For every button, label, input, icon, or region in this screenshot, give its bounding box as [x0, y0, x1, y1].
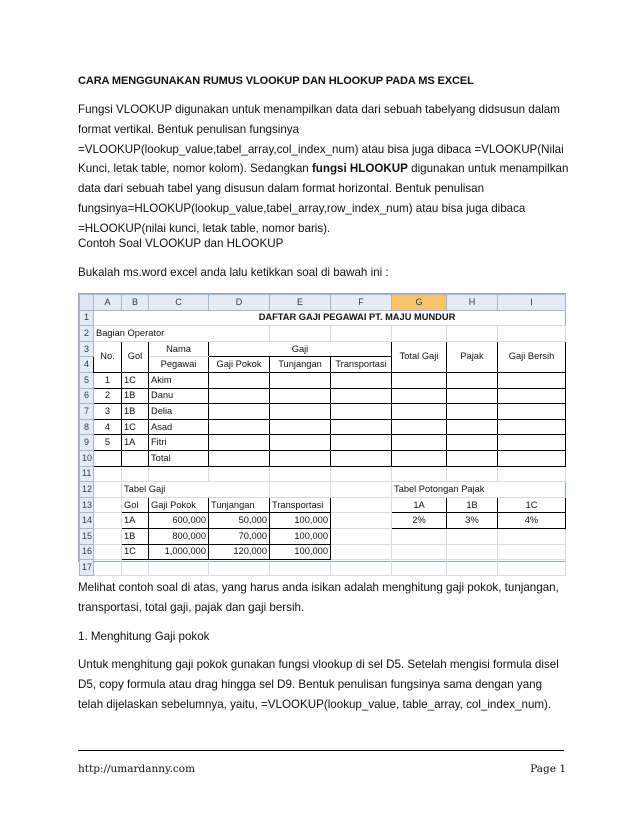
- employee-nama: Asad: [149, 419, 209, 435]
- section-heading-gaji-pokok: 1. Menghitung Gaji pokok: [78, 630, 210, 643]
- tabel-pajak-gol: 1C: [498, 497, 566, 513]
- employee-nama: Danu: [149, 388, 209, 404]
- header-no: No.: [94, 341, 122, 372]
- employee-nama: Fitri: [149, 435, 209, 451]
- paragraph-example-heading: Contoh Soal VLOOKUP dan HLOOKUP: [78, 237, 284, 250]
- row-number: 16: [80, 544, 94, 560]
- header-nama-line2: Pegawai: [149, 357, 209, 373]
- col-header: A: [94, 295, 122, 311]
- col-header-selected: G: [392, 295, 447, 311]
- footer-url: http://umardanny.com: [78, 763, 196, 775]
- sheet-row: [80, 482, 566, 498]
- employee-no: 4: [94, 419, 122, 435]
- employee-row: [80, 435, 566, 451]
- tabel-gaji-cell: 600,000: [149, 513, 209, 529]
- paragraph-intro: [78, 100, 570, 239]
- employee-nama: Delia: [149, 404, 209, 420]
- tabel-gaji-cell: 100,000: [270, 544, 331, 560]
- tabel-pajak-gol: 1B: [447, 497, 498, 513]
- employee-no: 3: [94, 404, 122, 420]
- tabel-gaji-title: Tabel Gaji: [122, 482, 209, 498]
- row-number: 5: [80, 372, 94, 388]
- col-header: B: [122, 295, 149, 311]
- spreadsheet-image: [78, 293, 566, 572]
- tabel-gaji-cell: 1,000,000: [149, 544, 209, 560]
- row-number: 2: [80, 326, 94, 342]
- intro-text-a: Fungsi VLOOKUP digunakan untuk menampilkan data dari sebuah tabelyang didsusun dalam format vertikal. Bentuk penulisan fungsinya =VLOOKUP(lookup_value,tabel_array,col_index_num) atau bisa juga dibaca =VLOOKUP(Nilai Kunci, letak table, nomor kolom). Sedangkan: [78, 103, 564, 176]
- row-number: 4: [80, 357, 94, 373]
- corner-cell: [80, 295, 94, 311]
- intro-bold-text: fungsi HLOOKUP: [311, 162, 408, 176]
- column-header-row: [80, 295, 566, 311]
- sheet-row: [80, 341, 566, 357]
- header-nama-line1: Nama: [149, 341, 209, 357]
- tabel-gaji-cell: 1B: [122, 528, 149, 544]
- sheet-row: [80, 310, 566, 326]
- paragraph-explanation: Melihat contoh soal di atas, yang harus anda isikan adalah menghitung gaji pokok, tunjangan, transportasi, total gaji, pajak dan gaji bersih.: [78, 581, 559, 614]
- col-header: I: [498, 295, 566, 311]
- row-number: 17: [80, 560, 94, 576]
- sheet-main-title: DAFTAR GAJI PEGAWAI PT. MAJU MUNDUR: [149, 310, 566, 326]
- paragraph-instruction: Bukalah ms.word excel anda lalu ketikkan soal di bawah ini :: [78, 266, 389, 279]
- sheet-row: [80, 560, 566, 576]
- header-transportasi: Transportasi: [331, 357, 392, 373]
- tabel-gaji-cell: 1C: [122, 544, 149, 560]
- row-number: 15: [80, 528, 94, 544]
- tabel-pajak-rate: 4%: [498, 513, 566, 529]
- row-number: 13: [80, 497, 94, 513]
- tabel-gaji-cell: 100,000: [270, 513, 331, 529]
- row-number: 11: [80, 466, 94, 482]
- sheet-row: [80, 513, 566, 529]
- employee-row: [80, 419, 566, 435]
- sheet-row: [80, 466, 566, 482]
- row-number: 8: [80, 419, 94, 435]
- header-pajak: Pajak: [447, 341, 498, 372]
- tabel-gaji-cell: 800,000: [149, 528, 209, 544]
- footer-rule: [78, 750, 564, 751]
- header-gaji: Gaji: [209, 341, 392, 357]
- sheet-row: [80, 528, 566, 544]
- employee-gol: 1B: [122, 388, 149, 404]
- col-header: C: [149, 295, 209, 311]
- employee-row: [80, 388, 566, 404]
- row-number: 7: [80, 404, 94, 420]
- tabel-pajak-rate: 2%: [392, 513, 447, 529]
- intro-text-b: digunakan untuk menampilkan data dari sebuah tabel yang disusun dalam format horizontal. Bentuk penulisan fungsinya=HLOOKUP(lookup_value,tabel_array,row_index_num) atau bisa juga dibaca =HLOOKUP(nilai kunci, letak table, nomor baris).: [78, 162, 569, 235]
- tabel-pajak-gol: 1A: [392, 497, 447, 513]
- row-number: 1: [80, 310, 94, 326]
- col-header: H: [447, 295, 498, 311]
- row-number: 3: [80, 341, 94, 357]
- total-label: Total: [149, 450, 209, 466]
- tabel-gaji-header: Transportasi: [270, 497, 331, 513]
- col-header: E: [270, 295, 331, 311]
- employee-row: [80, 372, 566, 388]
- paragraph-gaji-pokok: Untuk menghitung gaji pokok gunakan fungsi vlookup di sel D5. Setelah mengisi formula disel D5, copy formula atau drag hingga sel D9. Bentuk penulisan fungsinya sama dengan yang telah dijelaskan sebelumnya, yaitu, =VLOOKUP(lookup_value, table_array, col_index_num).: [78, 658, 559, 711]
- employee-no: 1: [94, 372, 122, 388]
- employee-no: 2: [94, 388, 122, 404]
- sheet-row: [80, 326, 566, 342]
- header-gaji-bersih: Gaji Bersih: [498, 341, 566, 372]
- row-number: 9: [80, 435, 94, 451]
- employee-gol: 1C: [122, 419, 149, 435]
- row-number: 6: [80, 388, 94, 404]
- tabel-gaji-cell: 50,000: [209, 513, 270, 529]
- col-header: F: [331, 295, 392, 311]
- row-number: 14: [80, 513, 94, 529]
- tabel-gaji-header: Gaji Pokok: [149, 497, 209, 513]
- document-title: CARA MENGGUNAKAN RUMUS VLOOKUP DAN HLOOKUP PADA MS EXCEL: [78, 75, 474, 87]
- tabel-gaji-cell: 100,000: [270, 528, 331, 544]
- employee-no: 5: [94, 435, 122, 451]
- tabel-gaji-cell: 120,000: [209, 544, 270, 560]
- tabel-gaji-header: Tunjangan: [209, 497, 270, 513]
- employee-gol: 1A: [122, 435, 149, 451]
- section-label: Bagian Operator: [94, 326, 209, 342]
- tabel-pajak-rate: 3%: [447, 513, 498, 529]
- sheet-row: [80, 497, 566, 513]
- employee-row: [80, 404, 566, 420]
- col-header: D: [209, 295, 270, 311]
- row-number: 12: [80, 482, 94, 498]
- header-gaji-pokok: Gaji Pokok: [209, 357, 270, 373]
- employee-gol: 1B: [122, 404, 149, 420]
- sheet-row: [80, 544, 566, 560]
- employee-nama: Akim: [149, 372, 209, 388]
- tabel-gaji-header: Gol: [122, 497, 149, 513]
- footer-page-number: Page 1: [530, 763, 566, 775]
- tabel-gaji-cell: 1A: [122, 513, 149, 529]
- header-gol: Gol: [122, 341, 149, 372]
- employee-gol: 1C: [122, 372, 149, 388]
- tabel-pajak-title: Tabel Potongan Pajak: [392, 482, 566, 498]
- tabel-gaji-cell: 70,000: [209, 528, 270, 544]
- total-row: [80, 450, 566, 466]
- header-total-gaji: Total Gaji: [392, 341, 447, 372]
- row-number: 10: [80, 450, 94, 466]
- header-tunjangan: Tunjangan: [270, 357, 331, 373]
